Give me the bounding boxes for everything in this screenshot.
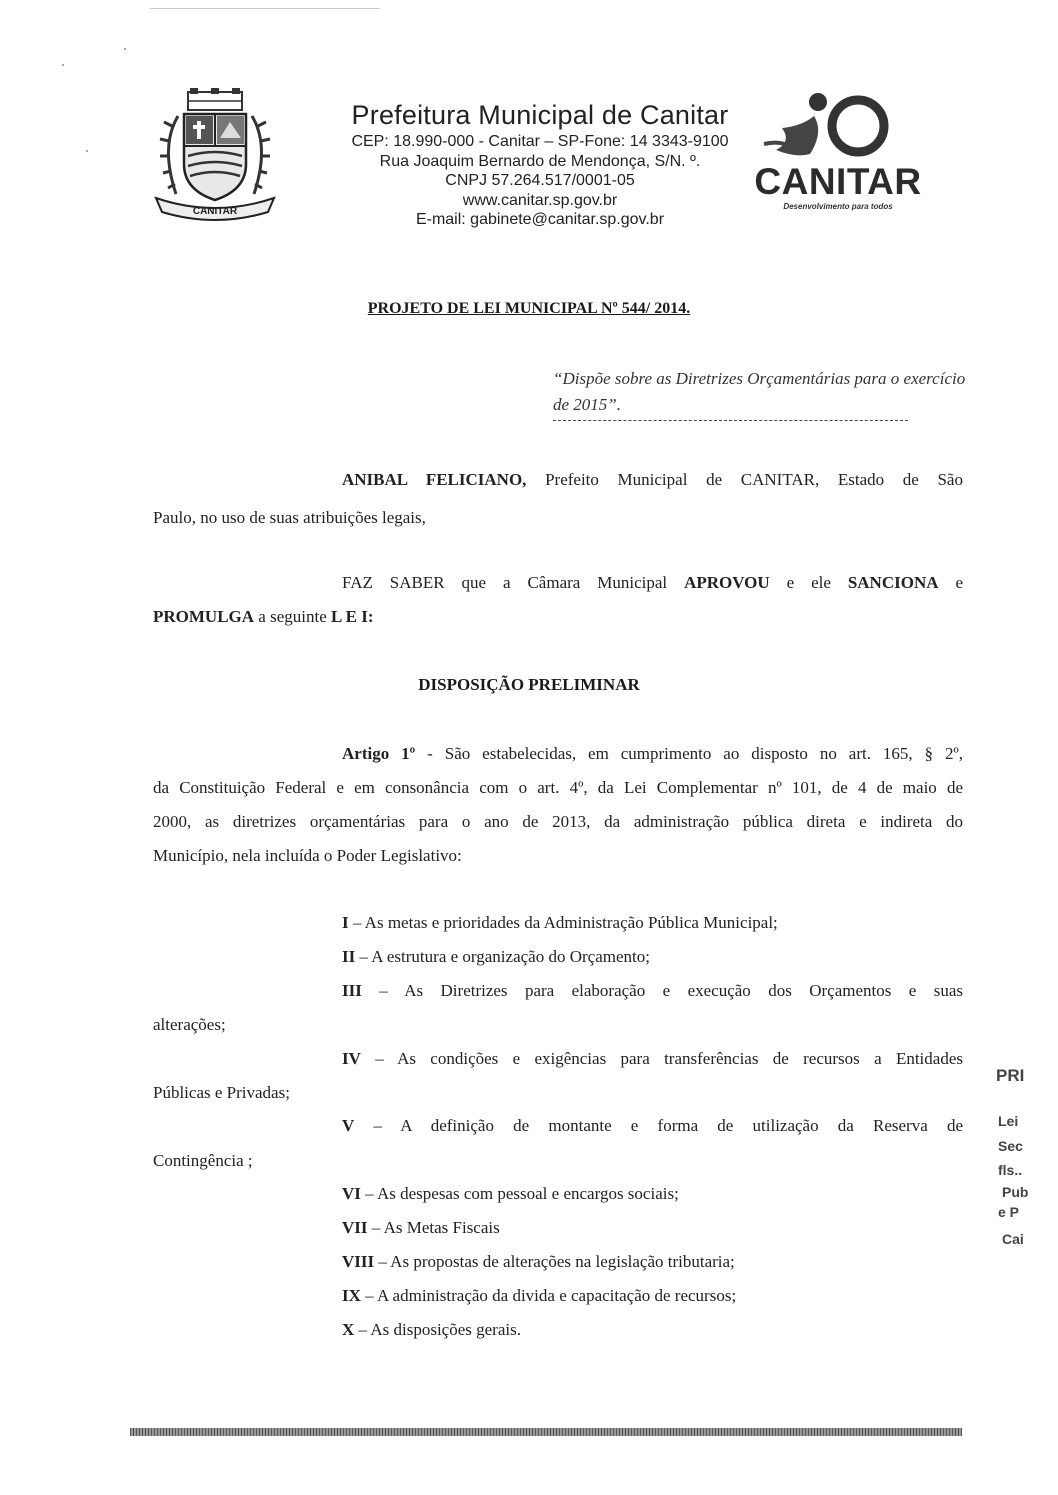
law-title-text: PROJETO DE LEI MUNICIPAL Nº 544/ 2014. [367,300,691,317]
list-item [342,1046,963,1072]
margin-note-line: fls.. [998,1162,1023,1178]
item-number: VII [342,1218,368,1237]
item-number: II [342,947,356,966]
list-item [342,1249,735,1275]
list-item [342,1215,500,1241]
list-item-continuation: Contingência ; [153,1151,253,1170]
item-text: – As propostas de alterações na legislação tributaria; [374,1252,735,1271]
logo-tagline: Desenvolvimento para todos [783,202,893,211]
item-number: III [342,981,362,1000]
item-number: V [342,1116,355,1135]
item-text: – As Metas Fiscais [367,1218,500,1237]
ementa-divider [553,420,908,421]
faz-saber-text: FAZ SABER que a Câmara Municipal [342,573,685,592]
letterhead-website: www.canitar.sp.gov.br [462,191,618,209]
e-text: e [938,573,963,592]
letterhead-address: Rua Joaquim Bernardo de Mendonça, S/N. º. [379,152,701,170]
section-heading: DISPOSIÇÃO PRELIMINAR [418,675,640,694]
letterhead-email: E-mail: gabinete@canitar.sp.gov.br [415,211,665,228]
article-1-line-4: Município, nela incluída o Poder Legislativo: [153,846,462,865]
intro-text: Prefeito Municipal de CANITAR, Estado de São [526,470,963,489]
article-text: - São estabelecidas, em cumprimento ao disposto no art. 165, § 2º, [415,744,963,763]
item-text: – A administração da divida e capacitação de recursos; [360,1286,737,1305]
margin-note-line: Sec [998,1138,1023,1154]
item-number: IV [342,1049,361,1068]
item-text: – As disposições gerais. [354,1320,521,1339]
article-1-line-1 [342,741,963,767]
list-item [342,944,650,970]
coat-of-arms-icon [150,86,280,226]
list-item-continuation: alterações; [153,1015,226,1034]
letterhead-cnpj: CNPJ 57.264.517/0001-05 [445,172,635,189]
seguinte-text: a seguinte [254,607,331,626]
list-item [342,1317,521,1343]
item-number: I [342,913,349,932]
item-text: – As despesas com pessoal e encargos sociais; [360,1184,679,1203]
list-item [342,1113,963,1139]
law-ementa: “Dispõe sobre as Diretrizes Orçamentárias para o exercício de 2015”. [553,369,966,414]
promulga-text: PROMULGA [153,607,255,626]
item-number: IX [342,1286,361,1305]
article-label: Artigo 1º [342,744,416,763]
footer-bar [130,1428,962,1436]
margin-note-heading: PRI [996,1066,1025,1085]
faz-saber-line-2 [153,604,374,630]
scan-speck [62,64,64,66]
margin-note-line: Pub [1002,1184,1029,1200]
item-text: – As condições e exigências para transferências de recursos a Entidades [360,1049,963,1068]
margin-note-line: Lei [998,1113,1019,1129]
item-number: X [342,1320,355,1339]
faz-saber-line-1 [342,570,963,596]
item-text: – A definição de montante e forma de utilização da Reserva de [354,1116,963,1135]
intro-line-1 [342,467,963,493]
logo-wordmark: CANITAR [754,161,922,202]
aprovou-text: APROVOU [684,573,770,592]
letterhead-cep: CEP: 18.990-000 - Canitar – SP-Fone: 14 3343-9100 [351,133,729,150]
law-title [0,300,1058,318]
article-1-line-2: da Constituição Federal e em consonância com o art. 4º, da Lei Complementar nº 101, de 4 de maio de [153,778,963,797]
e-ele-text: e ele [769,573,848,592]
margin-note-line: Cai [1002,1231,1024,1247]
letterhead-title: Prefeitura Municipal de Canitar [351,100,729,130]
intro-line-2: Paulo, no uso de suas atribuições legais, [153,508,426,527]
margin-note-line: e P [998,1204,1020,1220]
lei-text: L E I: [331,607,374,626]
letterhead [300,98,780,230]
list-item [342,1181,679,1207]
item-text: – As metas e prioridades da Administração Pública Municipal; [348,913,778,932]
list-item-continuation: Públicas e Privadas; [153,1083,290,1102]
scan-speck [86,150,88,152]
article-1-line-3: 2000, as diretrizes orçamentárias para o ano de 2013, da administração pública direta e indireta do [153,812,963,831]
item-number: VI [342,1184,361,1203]
list-item [342,978,963,1004]
scan-rule [150,8,380,9]
mayor-name: ANIBAL FELICIANO, [342,470,527,489]
item-text: – A estrutura e organização do Orçamento; [355,947,650,966]
scan-speck [124,48,126,50]
sanciona-text: SANCIONA [847,573,939,592]
item-number: VIII [342,1252,375,1271]
crest-banner-text: CANITAR [192,206,238,217]
item-text: – As Diretrizes para elaboração e execução dos Orçamentos e suas [361,981,963,1000]
list-item [342,910,778,936]
list-item [342,1283,736,1309]
